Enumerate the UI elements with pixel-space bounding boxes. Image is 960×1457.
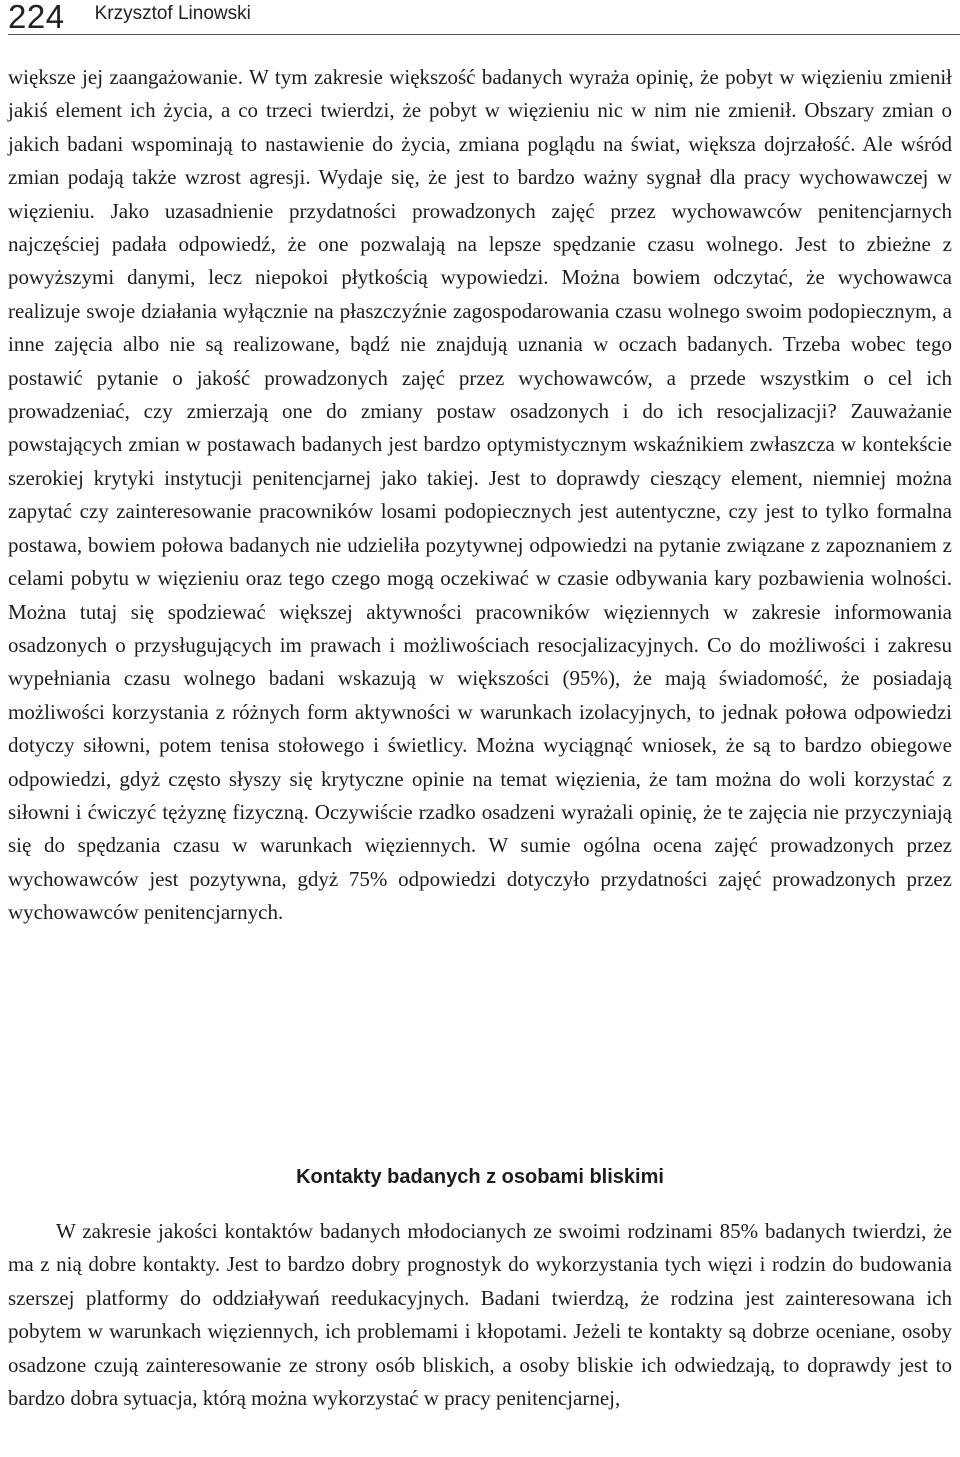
- page-number: 224: [8, 0, 65, 35]
- body-paragraph-2: W zakresie jakości kontaktów badanych młodocianych ze swoimi rodzinami 85% badanych twierdzi, że ma z nią dobre kontakty. Jest to bardzo dobry prognostyk do wykorzystania tych więzi i rodzin do budowania szerszej platformy do oddziaływań reedukacyjnych. Badani twierdzą, że rodzina jest zainteresowana ich pobytem w warunkach więziennych, ich problemami i kłopotami. Jeżeli te kontakty są dobrze oceniane, osoby osadzone czują zainteresowanie ze strony osób bliskich, a osoby bliskie ich odwiedzają, to doprawdy jest to bardzo dobra sytuacja, którą można wykorzystać w pracy penitencjarnej,: [8, 1219, 952, 1411]
- running-head: [8, 0, 960, 35]
- body-paragraph-1: większe jej zaangażowanie. W tym zakresie większość badanych wyraża opinię, że pobyt w więzieniu zmienił jakiś element ich życia, a co trzeci twierdzi, że pobyt w więzieniu nic w nim nie zmienił. Obszary zmian o jakich badani wspominają to nastawienie do życia, zmiana poglądu na świat, większa dojrzałość. Ale wśród zmian podają także wzrost agresji. Wydaje się, że jest to bardzo ważny sygnał dla pracy wychowawczej w więzieniu. Jako uzasadnienie przydatności prowadzonych zajęć przez wychowawców penitencjarnych najczęściej padała odpowiedź, że one pozwalają na lepsze spędzanie czasu wolnego. Jest to zbieżne z powyższymi danymi, lecz niepokoi płytkością wypowiedzi. Można bowiem odczytać, że wychowawca realizuje swoje działania wyłącznie na płaszczyźnie zagospodarowania czasu wolnego swoim podopiecznym, a inne zajęcia albo nie są realizowane, bądź nie znajdują uznania w oczach badanych. Trzeba wobec tego postawić pytanie o jakość prowadzonych zajęć przez wychowawców, a przede wszystkim o cel ich prowadzeniać, czy zmierzają one do zmiany postaw osadzonych i do ich resocjalizacji? Zauważanie powstających zmian w postawach badanych jest bardzo optymistycznym wskaźnikiem zwłaszcza w kontekście szerokiej krytyki instytucji penitencjarnej jako takiej. Jest to doprawdy cieszący element, niemniej można zapytać czy zainteresowanie pracowników losami podopiecznych jest autentyczne, czy jest to tylko formalna postawa, bowiem połowa badanych nie udzieliła pozytywnej odpowiedzi na pytanie związane z zapoznaniem z celami pobytu w więzieniu oraz tego czego mogą oczekiwać w czasie odbywania kary pozbawienia wolności. Można tutaj się spodziewać większej aktywności pracowników więziennych w zakresie informowania osadzonych o przysługujących im prawach i możliwościach resocjalizacyjnych. Co do możliwości i zakresu wypełniania czasu wolnego badani wskazują w większości (95%), że mają świadomość, że posiadają możliwości korzystania z różnych form aktywności w warunkach izolacyjnych, to jednak połowa odpowiedzi dotyczy siłowni, potem tenisa stołowego i świetlicy. Można wyciągnąć wniosek, że są to bardzo obiegowe odpowiedzi, gdyż często słyszy się krytyczne opinie na temat więzienia, że tam można do woli korzystać z siłowni i ćwiczyć tężyznę fizyczną. Oczywiście rzadko osadzeni wyrażali opinię, że te zajęcia nie przyczyniają się do spędzania czasu w warunkach więziennych. W sumie ogólna ocena zajęć prowadzonych przez wychowawców jest pozytywna, gdyż 75% odpowiedzi dotyczyło przydatności zajęć prowadzonych przez wychowawców penitencjarnych.: [8, 65, 952, 925]
- section-heading: Kontakty badanych z osobami bliskimi: [296, 1166, 664, 1188]
- running-head-author: Krzysztof Linowski: [94, 3, 251, 24]
